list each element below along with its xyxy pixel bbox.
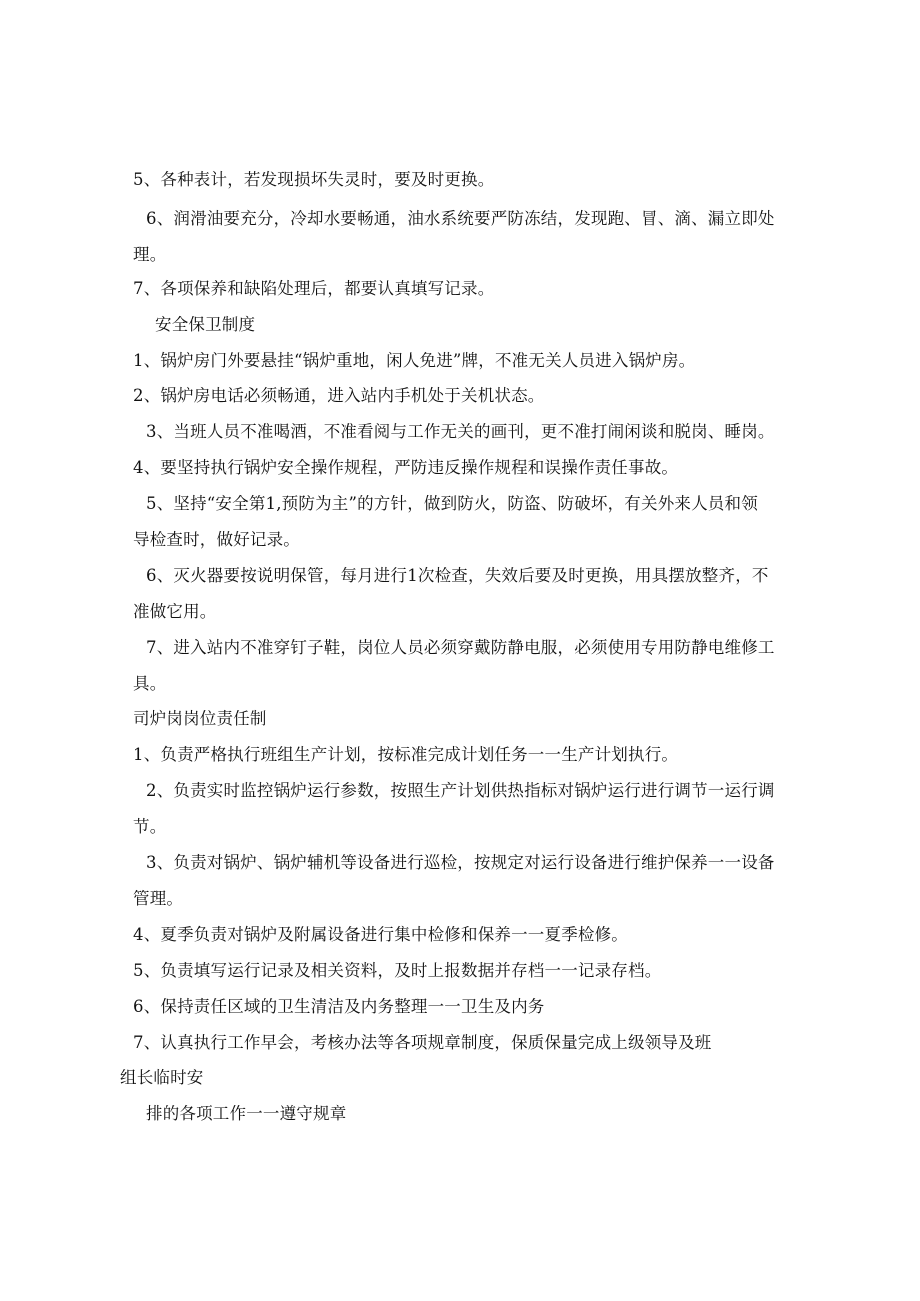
section-heading: 司炉岗岗位责任制 bbox=[133, 709, 267, 728]
text-line: 管理。 bbox=[133, 889, 184, 908]
text-line: 导检查时，做好记录。 bbox=[133, 530, 300, 549]
text-line: 理。 bbox=[133, 245, 167, 264]
section-heading: 安全保卫制度 bbox=[155, 315, 256, 334]
text-line: 5、坚持“安全第1,预防为主”的方针，做到防火，防盗、防破坏，有关外来人员和领 bbox=[146, 494, 758, 513]
text-line: 1、负责严格执行班组生产计划，按标准完成计划任务一一生产计划执行。 bbox=[133, 745, 679, 764]
text-line: 6、保持责任区域的卫生清洁及内务整理一一卫生及内务 bbox=[133, 997, 545, 1016]
text-line: 节。 bbox=[133, 817, 167, 836]
text-line: 7、各项保养和缺陷处理后，都要认真填写记录。 bbox=[133, 279, 495, 298]
text-line: 组长临时安 bbox=[120, 1068, 204, 1087]
text-line: 4、要坚持执行锅炉安全操作规程，严防违反操作规程和误操作责任事故。 bbox=[133, 458, 679, 477]
text-line: 3、当班人员不准喝酒，不准看阅与工作无关的画刊，更不准打闹闲谈和脱岗、睡岗。 bbox=[146, 422, 775, 441]
text-line: 4、夏季负责对锅炉及附属设备进行集中检修和保养一一夏季检修。 bbox=[133, 925, 628, 944]
text-line: 7、认真执行工作早会，考核办法等各项规章制度，保质保量完成上级领导及班 bbox=[133, 1033, 712, 1052]
text-line: 6、灭火器要按说明保管，每月进行1次检查，失效后要及时更换，用具摆放整齐，不 bbox=[146, 566, 769, 585]
text-line: 2、锅炉房电话必须畅通，进入站内手机处于关机状态。 bbox=[133, 386, 545, 405]
text-line: 3、负责对锅炉、锅炉辅机等设备进行巡检，按规定对运行设备进行维护保养一一设备 bbox=[146, 853, 775, 872]
text-line: 5、负责填写运行记录及相关资料，及时上报数据并存档一一记录存档。 bbox=[133, 961, 662, 980]
text-line: 准做它用。 bbox=[133, 602, 217, 621]
text-line: 5、各种表计，若发现损坏失灵时，要及时更换。 bbox=[133, 170, 495, 189]
text-line: 具。 bbox=[133, 674, 167, 693]
text-line: 6、润滑油要充分，冷却水要畅通，油水系统要严防冻结，发现跑、冒、滴、漏立即处 bbox=[146, 209, 775, 228]
text-line: 7、进入站内不准穿钉子鞋，岗位人员必须穿戴防静电服，必须使用专用防静电维修工 bbox=[146, 638, 775, 657]
text-line: 排的各项工作一一遵守规章 bbox=[146, 1104, 347, 1123]
text-line: 2、负责实时监控锅炉运行参数，按照生产计划供热指标对锅炉运行进行调节一运行调 bbox=[146, 781, 775, 800]
text-line: 1、锅炉房门外要悬挂“锅炉重地，闲人免进”牌，不准无关人员进入锅炉房。 bbox=[133, 351, 696, 370]
